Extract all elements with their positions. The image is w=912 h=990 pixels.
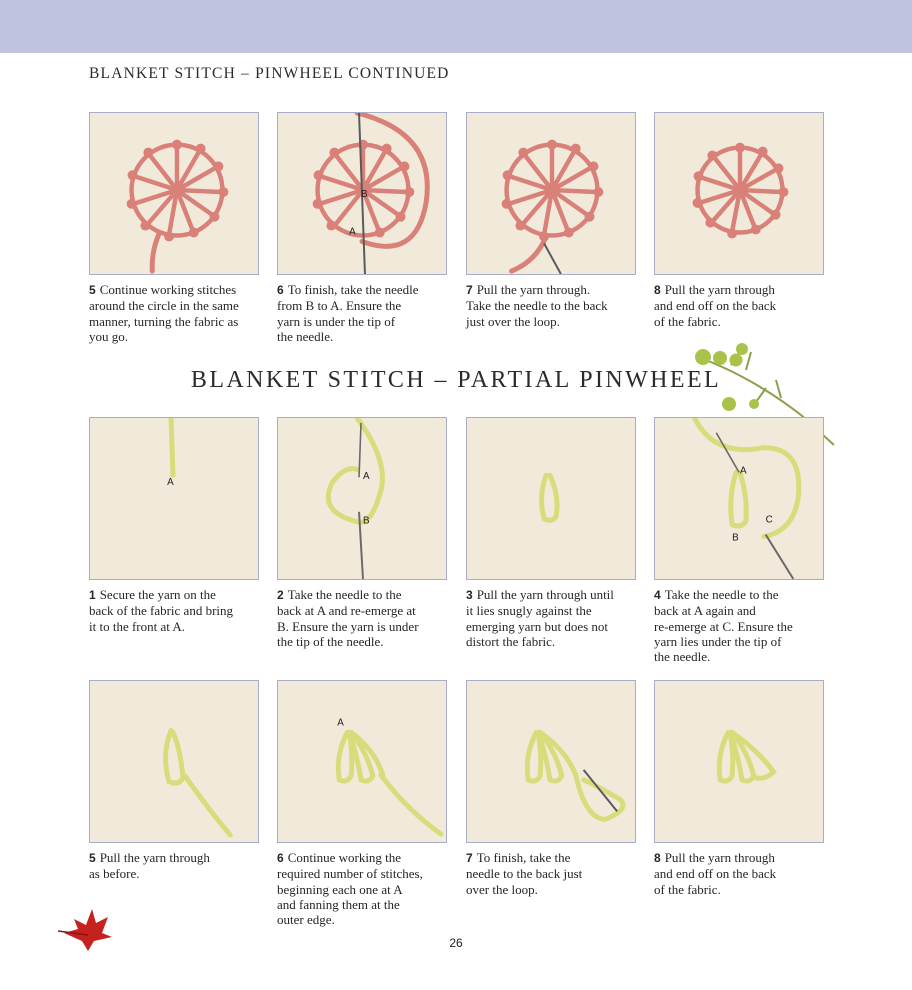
step-caption: 1 Secure the yarn on the back of the fabric and bring it to the front at A. <box>89 587 234 634</box>
point-label-b: B <box>362 515 370 527</box>
step-caption: 4 Take the needle to the back at A again and re-emerge at C. Ensure the yarn lies under the tip of the needle. <box>654 587 793 665</box>
step-caption: 7 Pull the yarn through. Take the needle to the back just over the loop. <box>466 282 608 329</box>
page-number: 26 <box>449 936 463 950</box>
point-label-b: B <box>361 188 368 200</box>
point-label-c: C <box>765 514 773 526</box>
step-caption: 2 Take the needle to the back at A and re-emerge at B. Ensure the yarn is under the tip of the needle. <box>277 587 419 649</box>
step-caption: 5 Pull the yarn through as before. <box>89 850 210 882</box>
step-photo-pinwheel-6 <box>277 112 447 275</box>
step-photo-partial-7 <box>466 680 636 843</box>
step-caption: 7 To finish, take the needle to the back just over the loop. <box>466 850 583 897</box>
step-photo-partial-4 <box>654 417 824 580</box>
point-label-a: A <box>349 226 356 238</box>
step-caption: 6 To finish, take the needle from B to A. Ensure the yarn is under the tip of the needle. <box>277 282 419 344</box>
step-photo-partial-8 <box>654 680 824 843</box>
point-label-a: A <box>739 465 747 477</box>
step-caption: 3 Pull the yarn through until it lies snugly against the emerging yarn but does not distort the fabric. <box>466 587 614 649</box>
step-photo-partial-5 <box>89 680 259 843</box>
header-band <box>0 0 912 53</box>
point-label-a: A <box>337 717 344 729</box>
step-photo-pinwheel-8 <box>654 112 824 275</box>
point-label-a: A <box>167 477 174 489</box>
step-caption: 5 Continue working stitches around the circle in the same manner, turning the fabric as you go. <box>89 282 239 344</box>
step-photo-partial-3 <box>466 417 636 580</box>
section-header: BLANKET STITCH – PINWHEEL CONTINUED <box>89 65 450 82</box>
step-photo-partial-1 <box>89 417 259 580</box>
step-caption: 6 Continue working the required number of stitches, beginning each one at A and fanning them at the outer edge. <box>277 850 423 928</box>
step-photo-pinwheel-7 <box>466 112 636 275</box>
step-caption: 8 Pull the yarn through and end off on the back of the fabric. <box>654 282 777 329</box>
step-photo-partial-2 <box>277 417 447 580</box>
point-label-b: B <box>732 532 739 544</box>
step-photo-pinwheel-5 <box>89 112 259 275</box>
point-label-a: A <box>362 471 370 483</box>
step-photo-partial-6 <box>277 680 447 843</box>
page-title: BLANKET STITCH – PARTIAL PINWHEEL <box>190 367 722 393</box>
step-caption: 8 Pull the yarn through and end off on the back of the fabric. <box>654 850 777 897</box>
